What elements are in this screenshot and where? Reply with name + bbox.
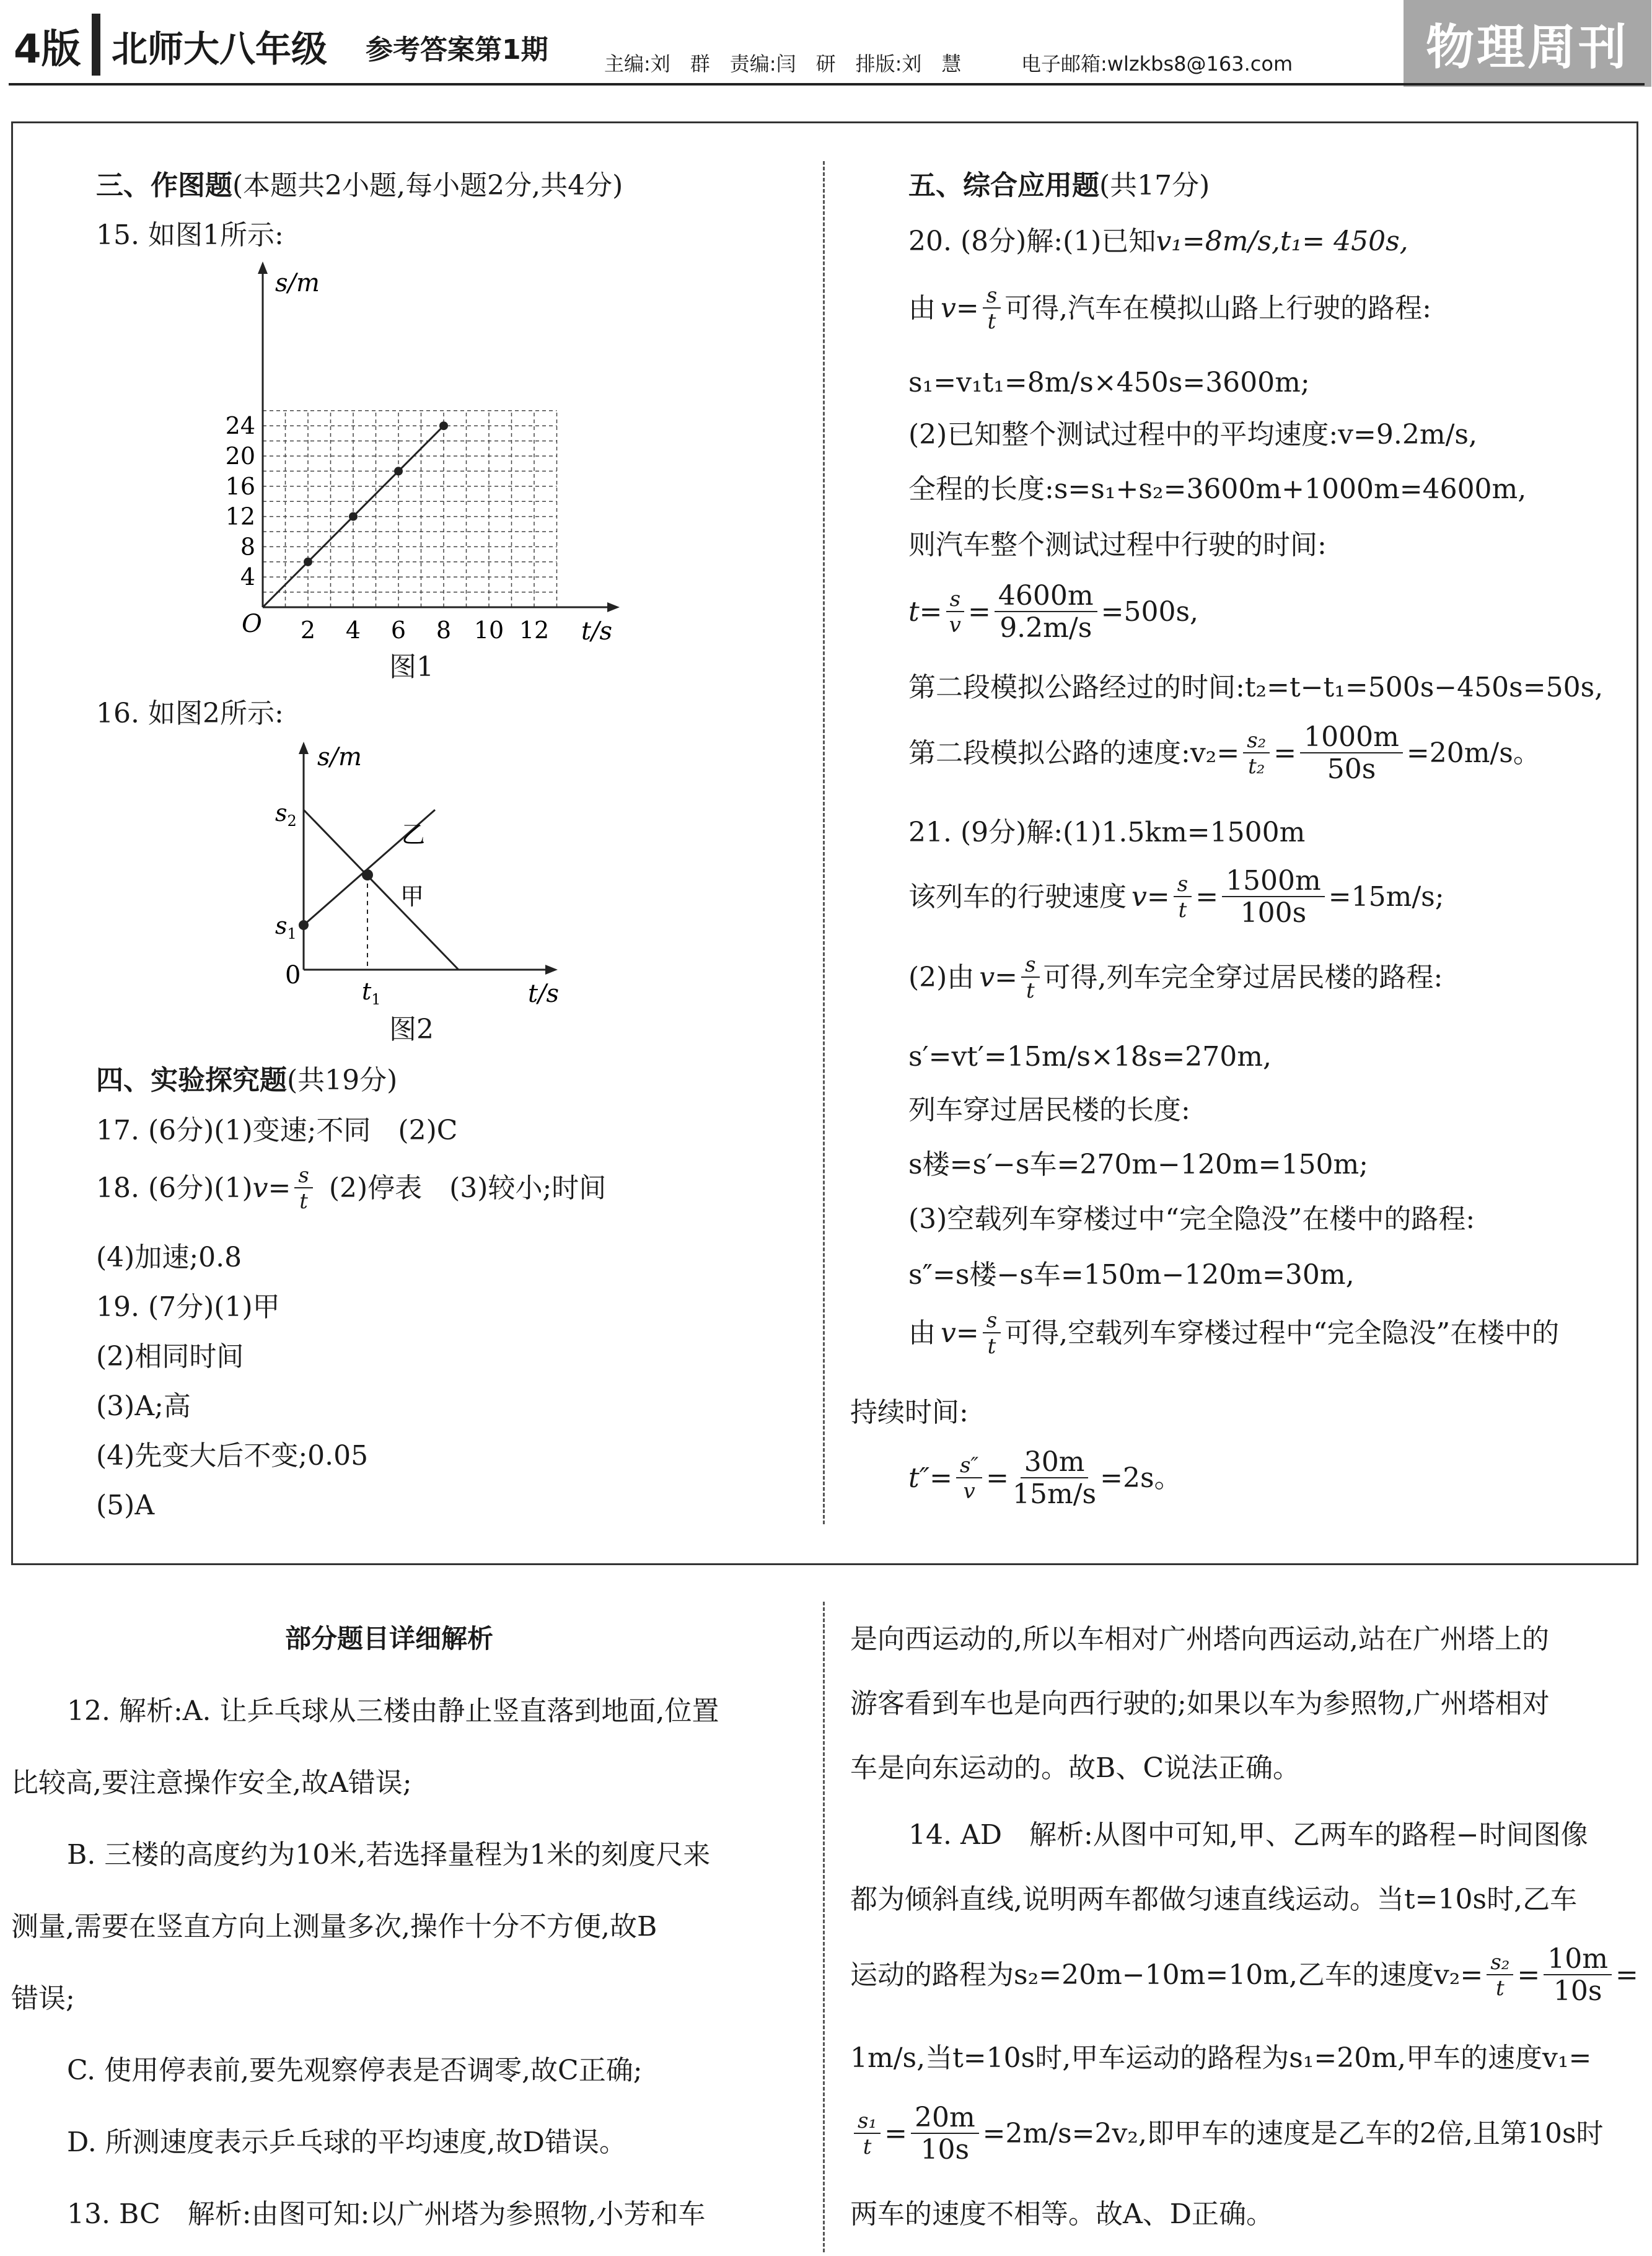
figure1-x-tick: 8 — [436, 617, 452, 644]
figure2-s2-label: $s_2$ — [275, 799, 297, 830]
q21-line6: s楼=s′−s车=270m−120m=150m; — [908, 1149, 1369, 1180]
q21-line1: 21. (9分)解:(1)1.5km=1500m — [908, 817, 1306, 848]
figure2-y-label: s/m — [317, 743, 362, 771]
analysis-title: 部分题目详细解析 — [285, 1623, 494, 1654]
q18-v-eq: v= — [252, 1172, 291, 1204]
figure2-x-arrow — [545, 965, 558, 975]
q18-part1: 18. (6分)(1) — [96, 1172, 253, 1204]
figure1-x-tick: 12 — [519, 617, 550, 644]
section4-title: 四、实验探究题 — [96, 1064, 287, 1096]
figure1-y-tick: 12 — [225, 503, 255, 530]
section5-heading — [908, 172, 1210, 200]
q20-line7: t= $\frac{s}{v}$ = $\frac{4600m}{9.2m/s}$ =500s, — [908, 580, 1199, 644]
section5-title: 五、综合应用题 — [908, 170, 1099, 201]
figure2-yi-label: 乙 — [402, 821, 426, 848]
q21-line5: 列车穿过居民楼的长度: — [908, 1094, 1190, 1126]
analysis-r5: 都为倾斜直线,说明两车都做匀速直线运动。当t=10s时,乙车 — [850, 1884, 1578, 1915]
figure2-x-label: t/s — [528, 980, 560, 1008]
figure1-origin: O — [242, 610, 262, 638]
section4-heading — [96, 1064, 398, 1096]
header-rule — [9, 83, 1645, 86]
q21-line2: 该列车的行驶速度 v= $\frac{s}{t}$ = $\frac{1500m}{100s}$ =15m/s; — [908, 865, 1444, 929]
q20-line4: (2)已知整个测试过程中的平均速度:v=9.2m/s, — [908, 419, 1477, 450]
q18-part4: (4)加速;0.8 — [96, 1242, 242, 1273]
q17-answer: 17. (6分)(1)变速;不同 (2)C — [96, 1115, 458, 1146]
q21-line9: 由 v= $\frac{s}{t}$ 可得,空载列车穿楼过程中“完全隐没”在楼中的 — [908, 1308, 1560, 1359]
figure1-y-tick: 20 — [225, 442, 255, 470]
q20-line5: 全程的长度:s=s₁+s₂=3600m+1000m=4600m, — [908, 473, 1527, 505]
figure2-line-yi — [304, 810, 459, 970]
q19-part4: (4)先变大后不变;0.05 — [96, 1440, 369, 1472]
figure1-y-tick: 4 — [240, 563, 255, 591]
q21-line3: (2)由 v= $\frac{s}{t}$ 可得,列车完全穿过居民楼的路程: — [908, 952, 1443, 1003]
column-divider — [823, 161, 825, 1524]
analysis-p12a: 12. 解析:A. 让乒乓球从三楼由静止竖直落到地面,位置 — [67, 1695, 719, 1727]
figure1-graph — [223, 260, 632, 644]
analysis-r1: 是向西运动的,所以车相对广州塔向西运动,站在广州塔上的 — [850, 1623, 1549, 1655]
figure1-x-label: t/s — [581, 617, 613, 644]
section3-heading — [96, 172, 623, 200]
section3-note: (本题共2小题,每小题2分,共4分) — [232, 170, 623, 201]
analysis-divider — [823, 1602, 825, 2252]
email-line: 电子邮箱:wlzkbs8@163.com — [1021, 52, 1293, 76]
edition-label: 北师大八年级 — [112, 28, 328, 70]
q21-line4: s′=vt′=15m/s×18s=270m, — [908, 1041, 1272, 1073]
q15-label: 15. 如图1所示: — [96, 219, 284, 251]
page-header — [0, 0, 1652, 87]
q20-line3: s₁=v₁t₁=8m/s×450s=3600m; — [908, 367, 1310, 398]
analysis-p12g: D. 所测速度表示乒乓球的平均速度,故D错误。 — [67, 2127, 626, 2158]
q18-part2: (2)停表 (3)较小;时间 — [328, 1172, 607, 1204]
q20-line2: 由 v= $\frac{s}{t}$ 可得,汽车在模拟山路上行驶的路程: — [908, 283, 1431, 334]
figure1-data-point — [439, 421, 448, 430]
q20-line8: 第二段模拟公路经过的时间:t₂=t−t₁=500s−450s=50s, — [908, 672, 1604, 703]
figure1-y-arrow — [258, 261, 268, 274]
figure1-x-tick: 4 — [345, 617, 361, 644]
analysis-p12f: C. 使用停表前,要先观察停表是否调零,故C正确; — [67, 2055, 643, 2086]
q19-part1: 19. (7分)(1)甲 — [96, 1291, 280, 1323]
magazine-logo: 物理周刊 — [1404, 0, 1651, 87]
analysis-p12b: 比较高,要注意操作安全,故A错误; — [11, 1767, 412, 1799]
analysis-r6: 运动的路程为s₂=20m−10m=10m,乙车的速度v₂= $\frac{\text{s₂}}{t}$ = $\frac{10m}{10s}$ = — [850, 1943, 1638, 2007]
figure1-x-tick: 10 — [473, 617, 504, 644]
section5-note: (共17分) — [1099, 170, 1210, 201]
figure1-data-point — [349, 512, 358, 521]
issue-label: 参考答案第1期 — [366, 34, 548, 66]
analysis-p12c: B. 三楼的高度约为10米,若选择量程为1米的刻度尺来 — [67, 1839, 711, 1871]
q20-line6: 则汽车整个测试过程中行驶的时间: — [908, 529, 1327, 561]
q21-line11: t″= $\frac{s''}{v}$ = $\frac{30m}{15m/s}$ =2s。 — [908, 1446, 1182, 1510]
analysis-p12d: 测量,需要在竖直方向上测量多次,操作十分不方便,故B — [11, 1911, 657, 1942]
figure2-s1-label: $s_1$ — [275, 912, 297, 942]
analysis-r4: 14. AD 解析:从图中可知,甲、乙两车的路程−时间图像 — [908, 1819, 1588, 1851]
figure1-caption: 图1 — [389, 651, 434, 683]
figure2-origin: 0 — [285, 961, 301, 990]
figure1-data-point — [394, 467, 403, 475]
figure1-y-tick: 8 — [240, 533, 255, 561]
header-divider — [92, 14, 100, 76]
section4-note: (共19分) — [287, 1064, 398, 1096]
figure2-t1-label: $t_1$ — [362, 978, 381, 1008]
q18-fraction: $\frac{s}{t}$ — [294, 1165, 312, 1212]
figure1-y-label: s/m — [275, 269, 320, 297]
analysis-r3: 车是向东运动的。故B、C说法正确。 — [850, 1752, 1300, 1784]
q18-answer — [96, 1165, 606, 1212]
analysis-r8: $\frac{\text{s₁}}{t}$ = $\frac{20m}{10s}$ =2m/s=2v₂,即甲车的速度是乙车的2倍,且第10s时 — [850, 2104, 1604, 2164]
figure2-y-arrow — [299, 742, 309, 754]
figure1-data-point — [304, 558, 312, 566]
analysis-p13a: 13. BC 解析:由图可知:以广州塔为参照物,小芳和车 — [67, 2198, 706, 2230]
figure1-grid — [263, 411, 557, 607]
figure2-graph — [266, 740, 589, 1013]
analysis-p12e: 错误; — [11, 1983, 75, 2014]
figure2-caption: 图2 — [389, 1014, 434, 1045]
figure2-intersection — [362, 869, 373, 880]
editors-line: 主编:刘 群 责编:闫 研 排版:刘 慧 — [604, 52, 962, 76]
figure1-x-tick: 2 — [300, 617, 316, 644]
figure2-s1-dot — [299, 920, 309, 930]
analysis-r7: 1m/s,当t=10s时,甲车运动的路程为s₁=20m,甲车的速度v₁= — [850, 2042, 1592, 2074]
figure1-y-tick: 24 — [225, 412, 255, 440]
q20-line9: 第二段模拟公路的速度:v₂= $\frac{\text{s₂}}{\text{t₂}}$ = $\frac{1000m}{50s}$ =20m/s。 — [908, 721, 1540, 785]
q19-part2: (2)相同时间 — [96, 1341, 244, 1372]
section3-title: 三、作图题 — [96, 170, 232, 201]
q21-line7: (3)空载列车穿楼过中“完全隐没”在楼中的路程: — [908, 1203, 1475, 1235]
figure1-y-tick: 16 — [225, 472, 255, 500]
q21-line10: 持续时间: — [850, 1397, 969, 1428]
analysis-r9: 两车的速度不相等。故A、D正确。 — [850, 2198, 1274, 2230]
figure1-x-arrow — [607, 602, 620, 612]
q19-part3: (3)A;高 — [96, 1390, 191, 1422]
figure1-x-tick: 6 — [390, 617, 406, 644]
q21-line8: s″=s楼−s车=150m−120m=30m, — [908, 1259, 1355, 1291]
figure2-jia-label: 甲 — [400, 883, 424, 910]
q20-line1: 20. (8分)解:(1)已知v₁=8m/s,t₁= 450s, — [908, 226, 1408, 257]
page-number: 4版 — [14, 27, 81, 72]
q16-label: 16. 如图2所示: — [96, 698, 284, 729]
q19-part5: (5)A — [96, 1490, 155, 1521]
analysis-r2: 游客看到车也是向西行驶的;如果以车为参照物,广州塔相对 — [850, 1688, 1550, 1719]
